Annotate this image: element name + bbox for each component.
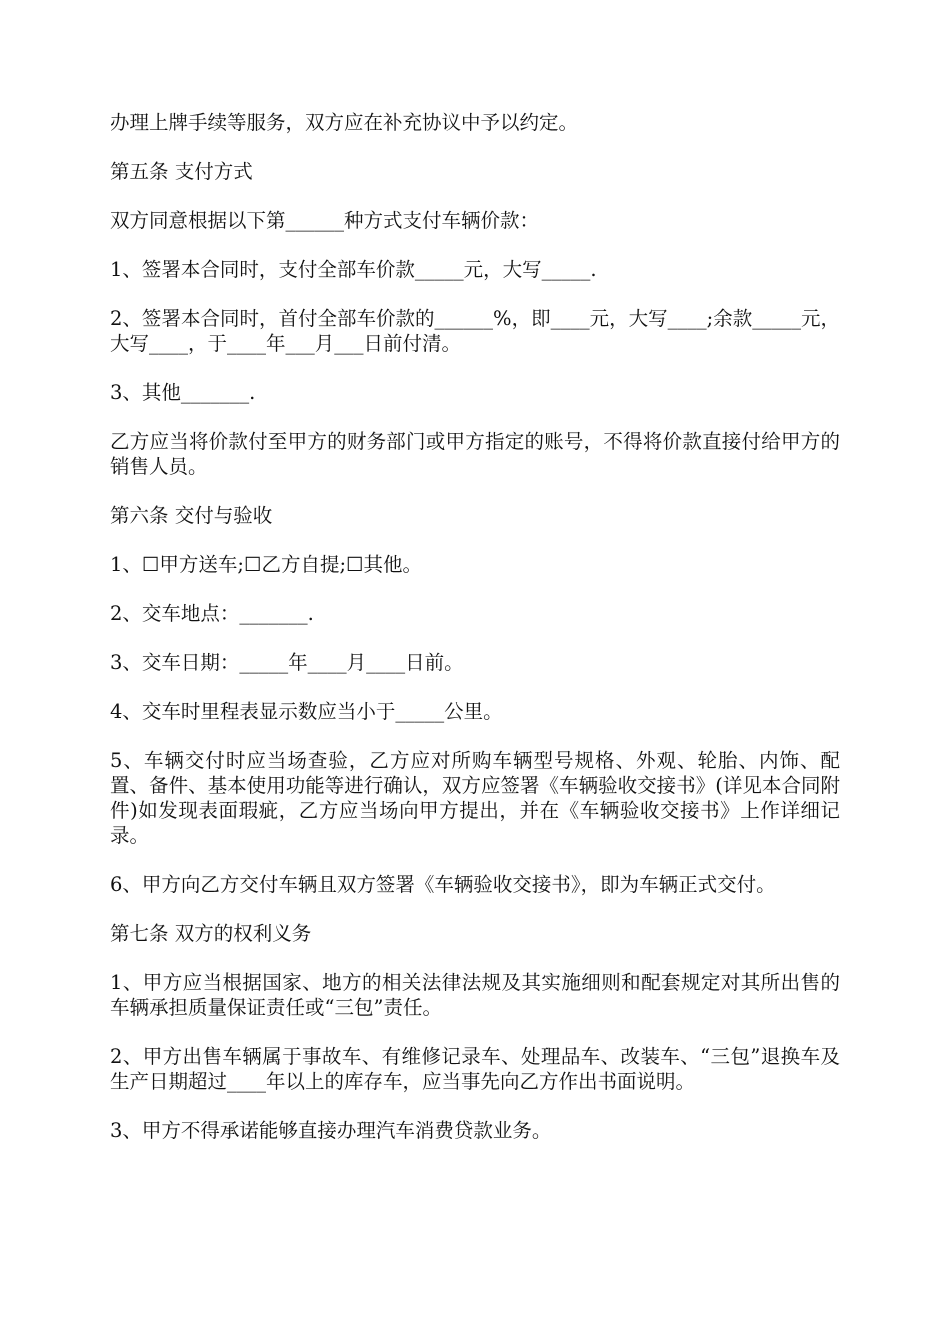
paragraph-delivery-date: 3、交车日期：_____年____月____日前。: [110, 651, 464, 674]
paragraph-payment-option-3: 3、其他_______.: [110, 381, 256, 404]
paragraph-quality-warranty: 1、甲方应当根据国家、地方的相关法律法规及其实施细则和配套规定对其所出售的车辆承担质量保证责任或“三包”责任。: [110, 971, 840, 1019]
paragraph-delivery-location: 2、交车地点：_______.: [110, 602, 314, 625]
paragraph-payment-account: 乙方应当将价款付至甲方的财务部门或甲方指定的账号，不得将价款直接付给甲方的销售人员。: [110, 430, 840, 478]
paragraph-payment-option-2: 2、签署本合同时，首付全部车价款的______%，即____元，大写____;余款_____元，大写____，于____年___月___日前付清。: [110, 307, 840, 355]
section-heading-rights: 第七条 双方的权利义务: [110, 922, 312, 945]
section-heading-payment: 第五条 支付方式: [110, 160, 253, 183]
paragraph-odometer: 4、交车时里程表显示数应当小于_____公里。: [110, 700, 503, 723]
section-heading-delivery: 第六条 交付与验收: [110, 504, 273, 527]
paragraph-delivery-method: 1、☐甲方送车;☐乙方自提;☐其他。: [110, 553, 422, 576]
document-page: [110, 110, 840, 1167]
paragraph-payment-option-1: 1、签署本合同时，支付全部车价款_____元，大写_____.: [110, 258, 597, 281]
paragraph-payment-intro: 双方同意根据以下第______种方式支付车辆价款：: [110, 209, 540, 232]
paragraph-formal-delivery: 6、甲方向乙方交付车辆且双方签署《车辆验收交接书》，即为车辆正式交付。: [110, 873, 776, 896]
paragraph-disclosure: 2、甲方出售车辆属于事故车、有维修记录车、处理品车、改装车、“三包”退换车及生产日期超过____年以上的库存车，应当事先向乙方作出书面说明。: [110, 1045, 840, 1093]
paragraph-loan-promise: 3、甲方不得承诺能够直接办理汽车消费贷款业务。: [110, 1119, 552, 1142]
paragraph-inspection: 5、车辆交付时应当场查验，乙方应对所购车辆型号规格、外观、轮胎、内饰、配置、备件、基本使用功能等进行确认，双方应签署《车辆验收交接书》(详见本合同附件)如发现表面瑕疵，乙方应当场向甲方提出，并在《车辆验收交接书》上作详细记录。: [110, 749, 840, 847]
paragraph-service-agreement: 办理上牌手续等服务，双方应在补充协议中予以约定。: [110, 111, 579, 134]
